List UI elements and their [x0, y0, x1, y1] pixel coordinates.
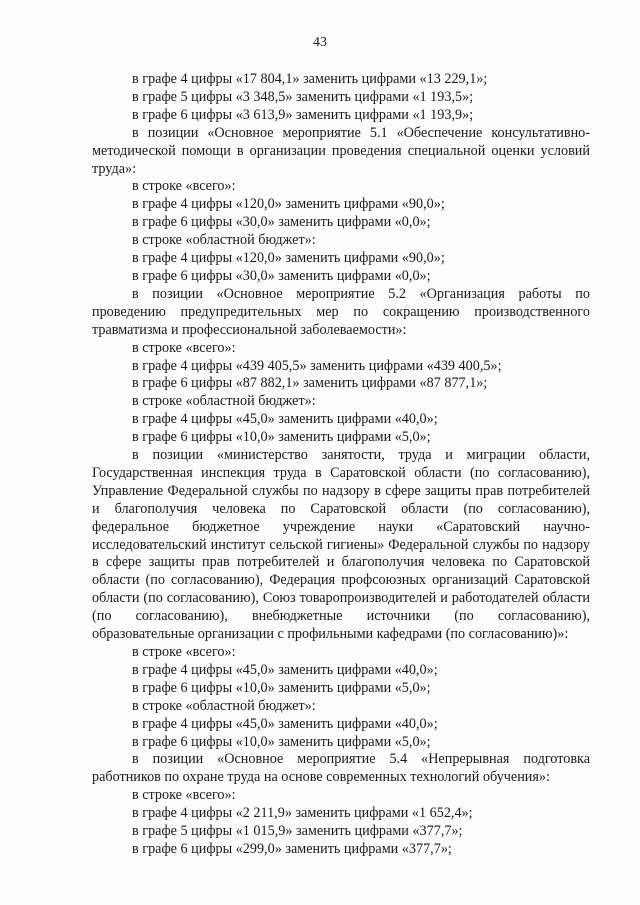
- paragraph-6: в графе 4 цифры «120,0» заменить цифрами «90,0»;: [132, 196, 445, 213]
- paragraph-29: в графе 6 цифры «299,0» заменить цифрами «377,7»;: [132, 840, 452, 857]
- paragraph-17: в графе 6 цифры «10,0» заменить цифрами «5,0»;: [132, 429, 431, 446]
- paragraph-2: в графе 5 цифры «3 348,5» заменить цифрами «1 193,5»;: [132, 88, 474, 105]
- paragraph-25: в позиции «Основное мероприятие 5.4 «Непрерывная подготовка работников по охране труда на основе современных технологий обучения»:: [92, 751, 590, 786]
- paragraph-7: в графе 6 цифры «30,0» заменить цифрами «0,0»;: [132, 214, 431, 231]
- paragraph-23: в графе 4 цифры «45,0» заменить цифрами «40,0»;: [132, 715, 438, 732]
- paragraph-1: в графе 4 цифры «17 804,1» заменить цифрами «13 229,1»;: [132, 71, 488, 87]
- paragraph-27: в графе 4 цифры «2 211,9» заменить цифрами «1 652,4»;: [132, 805, 473, 822]
- paragraph-19: в строке «всего»:: [132, 644, 236, 660]
- paragraph-16: в графе 4 цифры «45,0» заменить цифрами «40,0»;: [132, 411, 438, 428]
- paragraph-24: в графе 6 цифры «10,0» заменить цифрами «5,0»;: [132, 733, 431, 750]
- paragraph-18: в позиции «министерство занятости, труда и миграции области, Государственная инспекция труда в Саратовской области (по согласованию), Управление Федеральной службы по надзору в сфере защиты прав потребителей и благополучия человека по Саратовской области (по согласованию), федеральное бюджетное учреждение науки «Саратовский научно-исследовательский институт сельской гигиены» Федеральной службы по надзору в сфере защиты прав потребителей и благополучия человека по Саратовской области (по согласованию), Федерация профсоюзных организаций Саратовской области (по согласованию), Союз товаропроизводителей и работодателей области (по согласованию), внебюджетные источники (по согласованию), образовательные организации с профильными кафедрами (по согласованию)»:: [92, 447, 590, 643]
- paragraph-3: в графе 6 цифры «3 613,9» заменить цифрами «1 193,9»;: [132, 106, 474, 123]
- paragraph-28: в графе 5 цифры «1 015,9» заменить цифрами «377,7»;: [132, 823, 463, 840]
- paragraph-26: в строке «всего»:: [132, 787, 236, 804]
- paragraph-13: в графе 4 цифры «439 405,5» заменить цифрами «439 400,5»;: [132, 357, 502, 374]
- paragraph-10: в графе 6 цифры «30,0» заменить цифрами «0,0»;: [132, 267, 431, 284]
- paragraph-5: в строке «всего»:: [132, 178, 236, 195]
- paragraph-14: в графе 6 цифры «87 882,1» заменить цифрами «87 877,1»;: [132, 375, 488, 392]
- paragraph-20: в графе 4 цифры «45,0» заменить цифрами «40,0»;: [132, 661, 438, 678]
- paragraph-9: в графе 4 цифры «120,0» заменить цифрами «90,0»;: [132, 250, 445, 267]
- page-number: 43: [313, 35, 327, 50]
- paragraph-22: в строке «областной бюджет»:: [132, 697, 316, 714]
- paragraph-15: в строке «областной бюджет»:: [132, 393, 316, 410]
- paragraph-8: в строке «областной бюджет»:: [132, 232, 316, 249]
- paragraph-21: в графе 6 цифры «10,0» заменить цифрами «5,0»;: [132, 679, 431, 696]
- paragraph-11: в позиции «Основное мероприятие 5.2 «Организация работы по проведению предупредительных мер по сокращению производственного травматизма и профессиональной заболеваемости»:: [92, 285, 590, 338]
- paragraph-12: в строке «всего»:: [132, 339, 236, 356]
- document-body: [92, 71, 590, 859]
- paragraph-4: в позиции «Основное мероприятие 5.1 «Обеспечение консультативно-методической помощи в организации проведения специальной оценки условий труда»:: [92, 124, 590, 177]
